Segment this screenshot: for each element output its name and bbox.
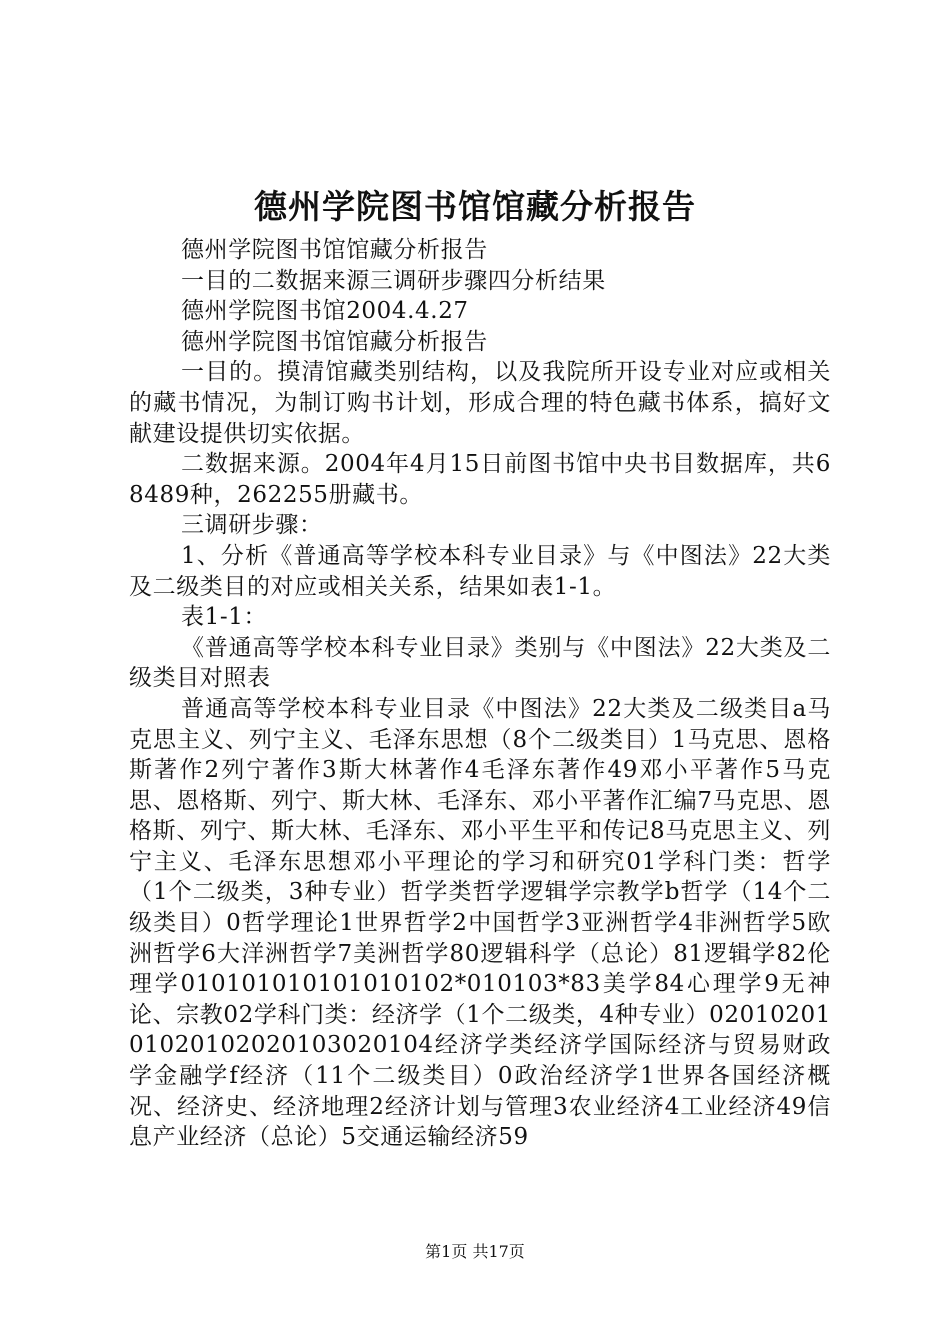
page-footer: 第1页 共17页 xyxy=(425,1242,525,1261)
paragraph: 德州学院图书馆馆藏分析报告 xyxy=(181,237,488,263)
paragraph: 普通高等学校本科专业目录《中图法》22大类及二级类目a马克思主义、列宁主义、毛泽东思想（8个二级类目）1马克思、恩格斯著作2列宁著作3斯大林著作4毛泽东著作49邓小平著作5马克思、恩格斯、列宁、斯大林、毛泽东、邓小平著作汇编7马克思、恩格斯、列宁、斯大林、毛泽东、邓小平生平和传记8马克思主义、列宁主义、毛泽东思想邓小平理论的学习和研究01学科门类：哲学（1个二级类，3种专业）哲学类哲学逻辑学宗教学b哲学（14个二级类目）0哲学理论1世界哲学2中国哲学3亚洲哲学4非洲哲学5欧洲哲学6大洋洲哲学7美洲哲学80逻辑科学（总论）81逻辑学82伦理学010101010101010102*010103*83美学84心理学9无神论、宗教02学科门类：经济学（1个二级类，4种专业）0201020101020102020103020104经济学类经济学国际经济与贸易财政学金融学f经济（11个二级类目）0政治经济学1世界各国经济概况、经济史、经济地理2经济计划与管理3农业经济4工业经济49信息产业经济（总论）5交通运输经济59 xyxy=(129,695,831,1151)
paragraph: 《普通高等学校本科专业目录》类别与《中图法》22大类及二级类目对照表 xyxy=(129,634,831,692)
paragraph: 1、分析《普通高等学校本科专业目录》与《中图法》22大类及二级类目的对应或相关关系，结果如表1-1。 xyxy=(129,542,831,600)
paragraph: 德州学院图书馆2004.4.27 xyxy=(181,298,469,325)
paragraph: 一目的二数据来源三调研步骤四分析结果 xyxy=(181,267,606,294)
paragraph: 二数据来源。2004年4月15日前图书馆中央书目数据库，共68489种，262255册藏书。 xyxy=(129,451,831,508)
paragraph: 三调研步骤： xyxy=(181,512,323,539)
paragraph: 表1-1： xyxy=(181,604,268,631)
document-body xyxy=(129,235,831,1153)
paragraph: 德州学院图书馆馆藏分析报告 xyxy=(181,328,488,355)
document-title: 德州学院图书馆馆藏分析报告 xyxy=(254,187,696,226)
paragraph: 一目的。摸清馆藏类别结构，以及我院所开设专业对应或相关的藏书情况，为制订购书计划，形成合理的特色藏书体系，搞好文献建设提供切实依据。 xyxy=(129,359,831,447)
